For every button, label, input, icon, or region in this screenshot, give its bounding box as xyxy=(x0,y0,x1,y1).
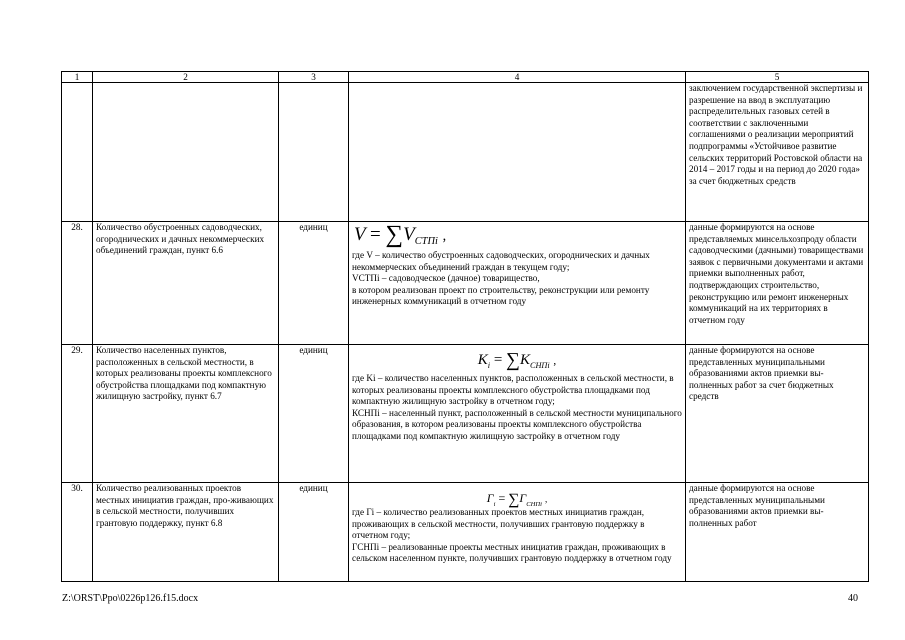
column-header: 5 xyxy=(686,72,869,83)
empty-cell xyxy=(62,83,93,222)
indicator-name: Количество обустроенных садоводческих, огороднических и дачных некоммерческих объединений граждан, пункт 6.6 xyxy=(93,222,279,345)
source-cell: данные формируются на основе представляемых минсельхозпроду области садоводческими (дачными) товариществами заявок с первичными документами и актами приемки выполненных работ, подтверждающих строительство, реконструкцию или ремонт инженерных коммуникаций на их территориях в отчетном году xyxy=(686,222,869,345)
page-number: 40 xyxy=(848,593,858,604)
empty-cell xyxy=(349,83,686,222)
sum-sign: ∑ xyxy=(508,491,520,508)
source-cell: данные формируются на основе представленных муниципальными образованиями актов приемки вы-полненных работ за счет бюджетных средств xyxy=(686,345,869,483)
indicator-name: Количество реализованных проектов местных инициатив граждан, про-живающих в сельской местности, получивших грантовую поддержку, пункт 6.8 xyxy=(93,483,279,582)
formula: $V = \sum V_{СТПi}$ , xyxy=(354,221,447,248)
unit-cell: единиц xyxy=(279,222,349,345)
row-number: 29. xyxy=(62,345,93,483)
row-number: 28. xyxy=(62,222,93,345)
column-header: 4 xyxy=(349,72,686,83)
table-row-28 xyxy=(62,222,869,345)
unit-cell: единиц xyxy=(279,345,349,483)
indicator-table xyxy=(61,71,869,582)
method-cell xyxy=(349,222,686,345)
description-line: где Ki – количество населенных пунктов, расположенных в сельской местности, в которых реализованы проекты комплексного обустройства площадками под компактную жилищную застройку в отчетном году; xyxy=(352,373,674,407)
description-line: КСНПi – населенный пункт, расположенный в сельской местности муниципального образования, в котором реализованы проекты комплексного обустройства площадками под компактную жилищную застройку в отчетном году xyxy=(352,407,682,441)
description-line: где Гi – количество реализованных проектов местных инициатив граждан, проживающих в сельской местности, получивших грантовую поддержку в отчетном году; xyxy=(352,507,645,541)
source-cell: заключением государственной экспертизы и разрешение на ввод в эксплуатацию распределительных газовых сетей в соответствии с заключенными соглашениями о реализации мероприятий подпрограммы «Устойчивое развитие сельских территорий Ростовской области на 2014 – 2017 годы и на период до 2020 года» за счет бюджетных средств xyxy=(686,83,869,222)
formula: $Г_i = \sum Г_{СНПi}$ , xyxy=(486,491,548,508)
method-cell xyxy=(349,345,686,483)
description-line: в котором реализован проект по строительству, реконструкции или ремонту инженерных коммуникаций в отчетном году xyxy=(352,284,650,307)
table-row-29 xyxy=(62,345,869,483)
column-header: 1 xyxy=(62,72,93,83)
description-line: VСТПi – садоводческое (дачное) товарищество, xyxy=(352,273,540,284)
table-header-row xyxy=(62,72,869,83)
empty-cell xyxy=(93,83,279,222)
description-line: ГСНПi – реализованные проекты местных инициатив граждан, проживающих в сельском населенном пункте, получивших грантовую поддержку в отчетном году xyxy=(352,541,672,564)
formula: $K_i = \sum K_{СНПi}$ , xyxy=(477,350,557,371)
indicator-name: Количество населенных пунктов, расположенных в сельской местности, в которых реализованы проекты комплексного обустройства площадками под компактную жилищную застройку, пункт 6.7 xyxy=(93,345,279,483)
file-path: Z:\ORST\Ppo\0226p126.f15.docx xyxy=(62,593,199,604)
table-row-continuation xyxy=(62,83,869,222)
empty-cell xyxy=(279,83,349,222)
sum-sign: ∑ xyxy=(385,221,404,248)
unit-cell: единиц xyxy=(279,483,349,582)
sum-sign: ∑ xyxy=(506,350,520,371)
method-cell xyxy=(349,483,686,582)
row-number: 30. xyxy=(62,483,93,582)
column-header: 2 xyxy=(93,72,279,83)
description-line: где V – количество обустроенных садоводческих, огороднических и дачных некоммерческих объединений граждан в текущем году; xyxy=(352,250,650,272)
source-cell: данные формируются на основе представленных муниципальными образованиями актов приемки вы-полненных работ xyxy=(686,483,869,582)
column-header: 3 xyxy=(279,72,349,83)
table-row-30 xyxy=(62,483,869,582)
